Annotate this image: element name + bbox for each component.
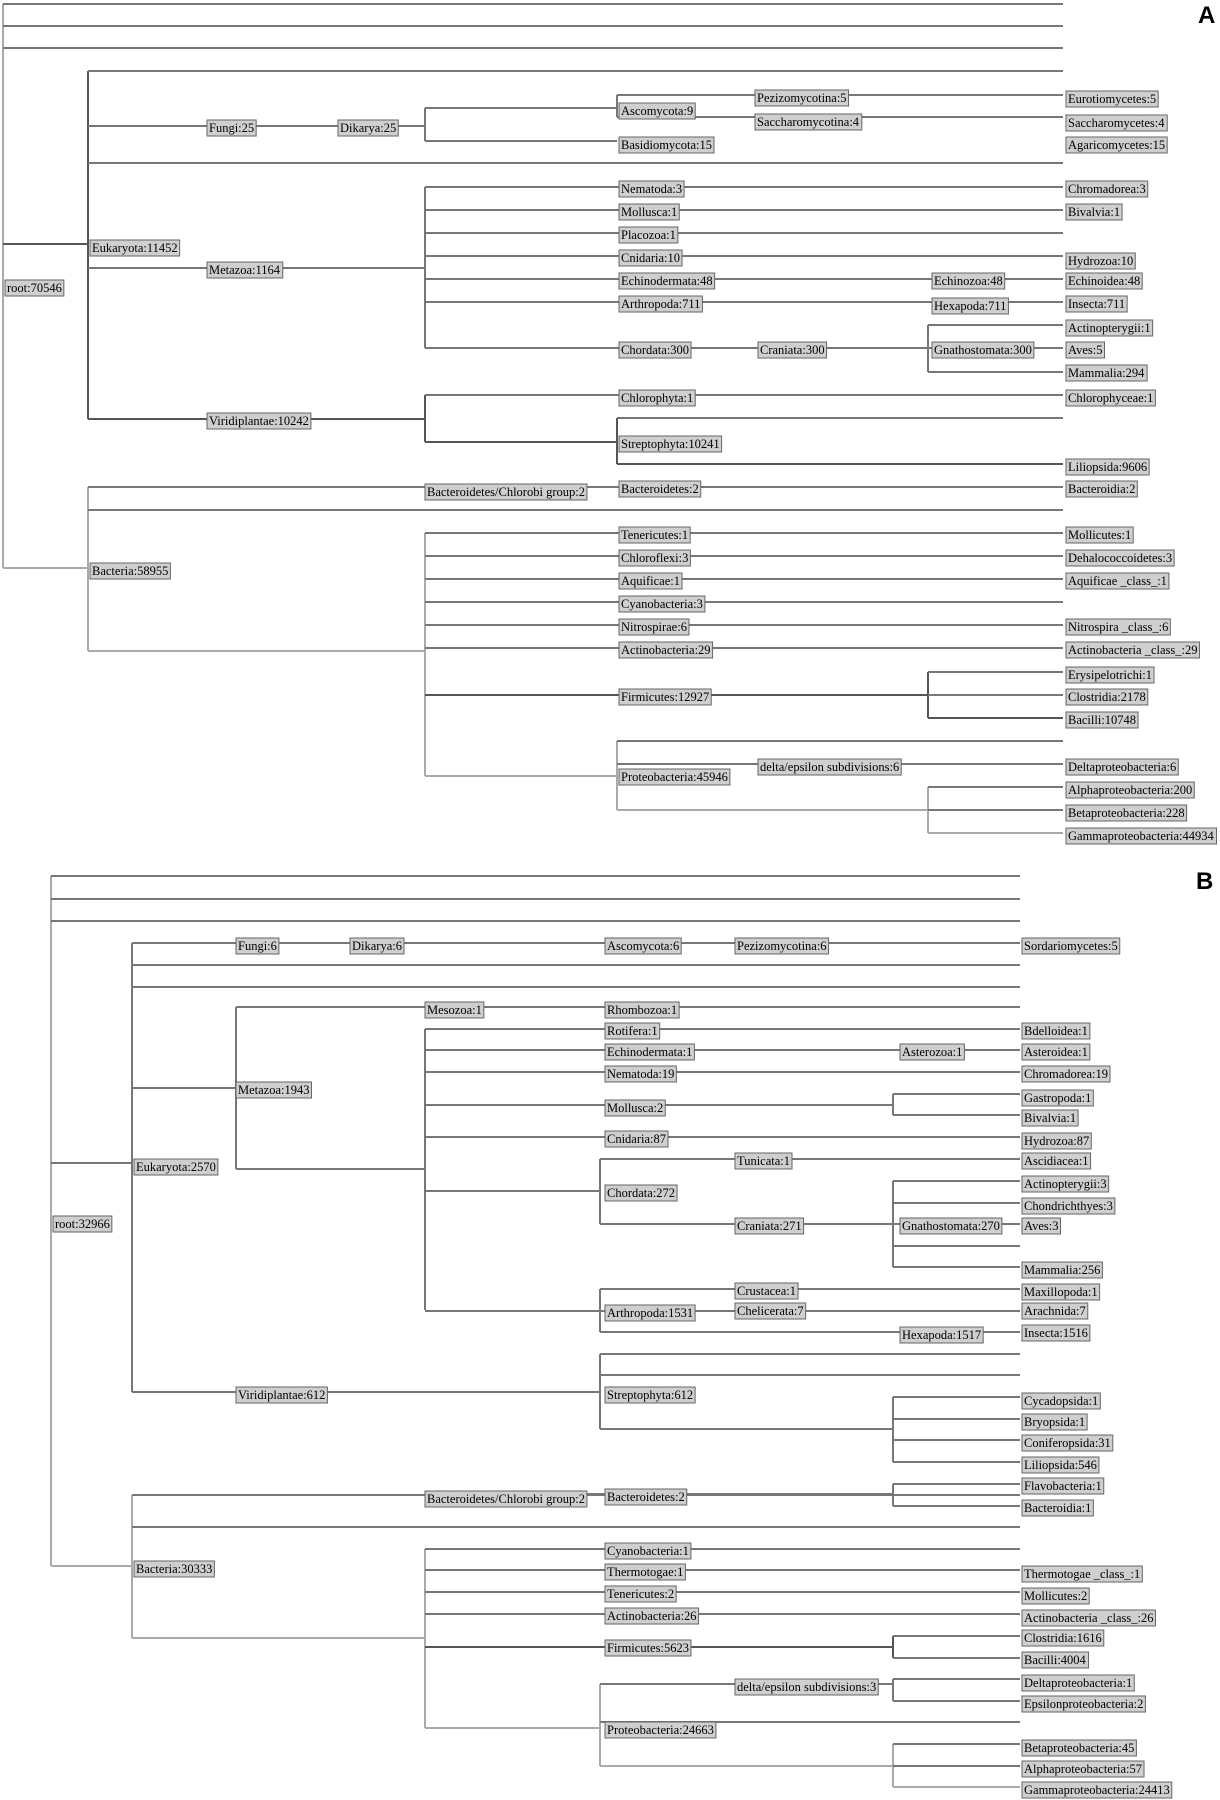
node-label: Eukaryota:11452	[92, 241, 178, 255]
node-actinobacteria[interactable]	[619, 642, 713, 658]
node-arthropoda[interactable]	[619, 296, 702, 312]
node-label: Actinobacteria:29	[621, 643, 711, 657]
node-label: Aves:5	[1068, 343, 1103, 357]
node-label: Eurotiomycetes:5	[1068, 92, 1157, 106]
node-cnidaria[interactable]	[619, 250, 682, 266]
node-label: Craniata:271	[737, 1219, 802, 1233]
node-label: Gammaproteobacteria:24413	[1024, 1783, 1170, 1797]
node-hydrozoa[interactable]	[1066, 253, 1135, 269]
node-arachnida[interactable]	[1022, 1303, 1088, 1319]
node-mollusca[interactable]	[619, 204, 679, 220]
node-bivalvia[interactable]	[1022, 1110, 1078, 1126]
node-asteroidea[interactable]	[1022, 1044, 1090, 1060]
node-label: Dikarya:6	[352, 939, 402, 953]
node-aquificaeclass[interactable]	[1066, 573, 1169, 589]
node-label: Mollicutes:1	[1068, 528, 1132, 542]
node-label: Asteroidea:1	[1024, 1045, 1088, 1059]
node-label: Chordata:300	[621, 343, 690, 357]
node-label: Echinodermata:1	[607, 1045, 693, 1059]
node-bdelloidea[interactable]	[1022, 1023, 1090, 1039]
node-insecta[interactable]	[1022, 1325, 1090, 1341]
node-label: Fungi:25	[209, 121, 255, 135]
node-cyanobacteria[interactable]	[619, 596, 705, 612]
node-bcgroup[interactable]	[425, 1491, 587, 1507]
node-pezizomycotina[interactable]	[735, 938, 829, 954]
node-label: Bacteroidetes/Chlorobi group:2	[427, 1492, 585, 1506]
node-streptophyta[interactable]	[619, 436, 722, 452]
node-gnathostomata[interactable]	[900, 1218, 1002, 1234]
node-label: Bacteroidetes:2	[621, 482, 699, 496]
node-coniferopsida[interactable]	[1022, 1435, 1113, 1451]
node-deltaepsilon[interactable]	[735, 1679, 878, 1695]
node-chlorophyceae[interactable]	[1066, 390, 1155, 406]
node-nematoda[interactable]	[605, 1066, 676, 1082]
node-bacilli[interactable]	[1022, 1652, 1089, 1668]
node-ascomycota[interactable]	[605, 938, 681, 954]
node-firmicutes[interactable]	[619, 689, 711, 705]
node-label: Insecta:1516	[1024, 1326, 1088, 1340]
node-label: Pezizomycotina:6	[737, 939, 827, 953]
node-label: Hexapoda:1517	[902, 1328, 982, 1342]
node-echinodermata[interactable]	[619, 273, 715, 289]
node-label: Gastropoda:1	[1024, 1091, 1092, 1105]
node-label: Actinopterygii:3	[1024, 1177, 1107, 1191]
node-label: Cyanobacteria:3	[621, 597, 703, 611]
node-actinobacteria[interactable]	[605, 1608, 699, 1624]
node-label: Tunicata:1	[737, 1154, 791, 1168]
node-proteobacteria[interactable]	[619, 769, 730, 785]
node-placozoa[interactable]	[619, 227, 678, 243]
node-bacteria[interactable]	[134, 1561, 214, 1577]
node-bacteroidetes[interactable]	[619, 481, 701, 497]
node-label: Maxillopoda:1	[1024, 1285, 1098, 1299]
node-craniata[interactable]	[758, 342, 827, 358]
node-label: Deltaproteobacteria:1	[1024, 1676, 1133, 1690]
node-tenericutes[interactable]	[605, 1586, 676, 1602]
node-mollicutes[interactable]	[1066, 527, 1133, 543]
node-label: Chelicerata:7	[737, 1304, 804, 1318]
node-echinodermata[interactable]	[605, 1044, 694, 1060]
node-label: Ascomycota:6	[607, 939, 680, 953]
node-bryopsida[interactable]	[1022, 1414, 1087, 1430]
node-hexapoda[interactable]	[932, 298, 1008, 314]
node-label: Clostridia:1616	[1024, 1631, 1102, 1645]
node-mesozoa[interactable]	[425, 1002, 484, 1018]
node-label: Sordariomycetes:5	[1024, 939, 1118, 953]
node-nematoda[interactable]	[619, 181, 684, 197]
node-label: Nematoda:3	[621, 182, 683, 196]
node-echinoidea[interactable]	[1066, 273, 1142, 289]
node-chromadorea[interactable]	[1066, 181, 1148, 197]
node-label: Echinodermata:48	[621, 274, 713, 288]
node-gastropoda[interactable]	[1022, 1090, 1093, 1106]
node-mammalia[interactable]	[1022, 1262, 1102, 1278]
node-label: Pezizomycotina:5	[757, 91, 847, 105]
node-flavobacteria[interactable]	[1022, 1478, 1104, 1494]
node-label: Bacteroidia:1	[1024, 1501, 1092, 1515]
node-label: Nitrospirae:6	[621, 620, 687, 634]
node-label: Gnathostomata:300	[934, 343, 1032, 357]
node-cnidaria[interactable]	[605, 1131, 668, 1147]
node-tenericutes[interactable]	[619, 527, 690, 543]
node-gammaproteobacteria[interactable]	[1022, 1782, 1172, 1798]
node-label: Placozoa:1	[621, 228, 676, 242]
node-mollicutes[interactable]	[1022, 1588, 1089, 1604]
node-label: Viridiplantae:10242	[209, 414, 309, 428]
node-label: Liliopsida:546	[1024, 1458, 1097, 1472]
node-actinopterygii[interactable]	[1066, 320, 1153, 336]
node-ascomycota[interactable]	[619, 103, 695, 119]
node-chondrichthyes[interactable]	[1022, 1198, 1115, 1214]
node-label: Metazoa:1164	[209, 263, 281, 277]
node-label: Crustacea:1	[737, 1284, 797, 1298]
node-label: Nitrospira _class_:6	[1068, 620, 1169, 634]
node-saccharomycetes[interactable]	[1066, 115, 1167, 131]
node-sordariomycetes[interactable]	[1022, 938, 1120, 954]
node-label: Insecta:711	[1068, 297, 1126, 311]
node-arthropoda[interactable]	[605, 1305, 695, 1321]
node-label: Firmicutes:12927	[621, 690, 710, 704]
node-label: Saccharomycetes:4	[1068, 116, 1165, 130]
node-clostridia[interactable]	[1022, 1630, 1104, 1646]
node-cyanobacteria[interactable]	[605, 1543, 691, 1559]
node-rhombozoa[interactable]	[605, 1002, 679, 1018]
node-label: Arthropoda:711	[621, 297, 701, 311]
node-aves[interactable]	[1066, 342, 1105, 358]
node-actinobacteriaclass[interactable]	[1066, 642, 1199, 658]
node-label: Mollusca:2	[607, 1101, 664, 1115]
node-label: Erysipelotrichi:1	[1068, 668, 1153, 682]
node-bacteroidia[interactable]	[1022, 1500, 1093, 1516]
node-label: Hexapoda:711	[934, 299, 1007, 313]
node-label: Viridiplantae:612	[238, 1388, 326, 1402]
node-label: Proteobacteria:24663	[607, 1723, 714, 1737]
node-label: Cyanobacteria:1	[607, 1544, 689, 1558]
node-label: Chondrichthyes:3	[1024, 1199, 1113, 1213]
node-saccharomycotina[interactable]	[755, 114, 862, 130]
node-liliopsida[interactable]	[1022, 1457, 1099, 1473]
node-label: Ascidiacea:1	[1024, 1154, 1089, 1168]
node-bivalvia[interactable]	[1066, 204, 1122, 220]
node-label: Clostridia:2178	[1068, 690, 1146, 704]
node-label: Firmicutes:5623	[607, 1641, 689, 1655]
node-label: Echinoidea:48	[1068, 274, 1141, 288]
node-label: Bdelloidea:1	[1024, 1024, 1088, 1038]
node-insecta[interactable]	[1066, 296, 1127, 312]
node-dikarya[interactable]	[350, 938, 404, 954]
node-label: Proteobacteria:45946	[621, 770, 728, 784]
node-label: Actinopterygii:1	[1068, 321, 1151, 335]
node-eukaryota[interactable]	[90, 240, 180, 256]
node-alphaproteobacteria[interactable]	[1066, 782, 1194, 798]
node-label: Mammalia:294	[1068, 366, 1145, 380]
node-bcgroup[interactable]	[425, 484, 587, 500]
node-betaproteobacteria[interactable]	[1066, 805, 1187, 821]
node-label: Tenericutes:2	[607, 1587, 675, 1601]
node-craniata[interactable]	[735, 1218, 804, 1234]
node-gammaproteobacteria[interactable]	[1066, 828, 1217, 844]
node-root[interactable]	[5, 280, 64, 296]
node-label: Tenericutes:1	[621, 528, 689, 542]
node-label: Streptophyta:10241	[621, 437, 720, 451]
node-label: Streptophyta:612	[607, 1388, 694, 1402]
node-maxillopoda[interactable]	[1022, 1284, 1100, 1300]
node-label: Cnidaria:10	[621, 251, 681, 265]
node-label: Chlorophyta:1	[621, 391, 694, 405]
node-label: Metazoa:1943	[238, 1083, 310, 1097]
node-label: Hydrozoa:10	[1068, 254, 1134, 268]
node-nitrospiraclass[interactable]	[1066, 619, 1170, 635]
node-label: Echinozoa:48	[934, 274, 1003, 288]
node-label: Basidiomycota:15	[621, 138, 712, 152]
node-thermotogae[interactable]	[605, 1564, 685, 1580]
node-fungi[interactable]	[207, 120, 256, 136]
node-viridiplantae[interactable]	[207, 413, 311, 429]
node-label: root:70546	[7, 281, 62, 295]
node-label: Epsilonproteobacteria:2	[1024, 1697, 1144, 1711]
node-label: Dehalococcoidetes:3	[1068, 551, 1173, 565]
node-label: Rotifera:1	[607, 1024, 658, 1038]
node-deltaepsilon[interactable]	[758, 759, 901, 775]
node-label: Nematoda:19	[607, 1067, 675, 1081]
node-label: Bacteria:58955	[92, 564, 169, 578]
node-label: Fungi:6	[238, 939, 277, 953]
tree-edges	[3, 4, 1063, 1787]
node-label: Bryopsida:1	[1024, 1415, 1086, 1429]
node-pezizomycotina[interactable]	[755, 90, 849, 106]
node-hexapoda[interactable]	[900, 1327, 983, 1343]
node-crustacea[interactable]	[735, 1283, 798, 1299]
node-aves[interactable]	[1022, 1218, 1061, 1234]
node-eukaryota[interactable]	[134, 1159, 218, 1175]
node-chordata[interactable]	[619, 342, 691, 358]
node-label: Actinobacteria _class_:26	[1024, 1611, 1154, 1625]
node-label: Bacteria:30333	[136, 1562, 213, 1576]
node-clostridia[interactable]	[1066, 689, 1148, 705]
node-label: Actinobacteria:26	[607, 1609, 697, 1623]
node-agaricomycetes[interactable]	[1066, 137, 1167, 153]
node-erysipelotrichi[interactable]	[1066, 667, 1154, 683]
node-tunicata[interactable]	[735, 1153, 792, 1169]
node-fungi[interactable]	[236, 938, 279, 954]
node-label: delta/epsilon subdivisions:3	[737, 1680, 877, 1694]
node-label: Thermotogae _class_:1	[1024, 1567, 1141, 1581]
node-ascidiacea[interactable]	[1022, 1153, 1091, 1169]
node-label: Arthropoda:1531	[607, 1306, 694, 1320]
node-label: Aquificae:1	[621, 574, 681, 588]
node-dikarya[interactable]	[338, 120, 398, 136]
node-label: Aquificae _class_:1	[1068, 574, 1167, 588]
node-label: Coniferopsida:31	[1024, 1436, 1111, 1450]
node-dehalococcoidetes[interactable]	[1066, 550, 1174, 566]
node-label: Chromadorea:19	[1024, 1067, 1109, 1081]
node-betaproteobacteria[interactable]	[1022, 1740, 1136, 1756]
node-label: Mollicutes:2	[1024, 1589, 1088, 1603]
node-label: Deltaproteobacteria:6	[1068, 760, 1177, 774]
node-chelicerata[interactable]	[735, 1303, 806, 1319]
node-label: Bivalvia:1	[1068, 205, 1121, 219]
node-metazoa[interactable]	[207, 262, 283, 278]
node-bacteroidetes[interactable]	[605, 1489, 687, 1505]
node-streptophyta[interactable]	[605, 1387, 695, 1403]
node-label: Bivalvia:1	[1024, 1111, 1077, 1125]
node-liliopsida[interactable]	[1066, 459, 1149, 475]
node-label: Bacteroidia:2	[1068, 482, 1136, 496]
node-mammalia[interactable]	[1066, 365, 1147, 381]
node-label: Eukaryota:2570	[136, 1160, 216, 1174]
node-gnathostomata[interactable]	[932, 342, 1034, 358]
node-nitrospirae[interactable]	[619, 619, 689, 635]
node-label: Dikarya:25	[340, 121, 397, 135]
node-label: Bacteroidetes/Chlorobi group:2	[427, 485, 585, 499]
node-deltaproteobacteria[interactable]	[1066, 759, 1178, 775]
node-label: Chlorophyceae:1	[1068, 391, 1154, 405]
node-chloroflexi[interactable]	[619, 550, 690, 566]
node-label: Chordata:272	[607, 1186, 676, 1200]
node-label: Arachnida:7	[1024, 1304, 1086, 1318]
node-proteobacteria[interactable]	[605, 1722, 716, 1738]
node-label: Bacilli:10748	[1068, 713, 1137, 727]
node-label: Gammaproteobacteria:44934	[1068, 829, 1214, 843]
node-chordata[interactable]	[605, 1185, 677, 1201]
node-bacteroidia[interactable]	[1066, 481, 1137, 497]
node-label: Liliopsida:9606	[1068, 460, 1148, 474]
node-label: Asterozoa:1	[902, 1045, 963, 1059]
node-firmicutes[interactable]	[605, 1640, 691, 1656]
node-eurotiomycetes[interactable]	[1066, 91, 1158, 107]
node-label: Agaricomycetes:15	[1068, 138, 1166, 152]
node-label: Mammalia:256	[1024, 1263, 1101, 1277]
node-label: Cnidaria:87	[607, 1132, 667, 1146]
node-hydrozoa[interactable]	[1022, 1133, 1091, 1149]
node-label: Alphaproteobacteria:200	[1068, 783, 1193, 797]
node-label: Aves:3	[1024, 1219, 1059, 1233]
node-label: root:32966	[55, 1217, 110, 1231]
node-cycadopsida[interactable]	[1022, 1393, 1100, 1409]
node-label: Saccharomycotina:4	[757, 115, 860, 129]
node-root[interactable]	[53, 1216, 112, 1232]
node-label: Cycadopsida:1	[1024, 1394, 1099, 1408]
node-viridiplantae[interactable]	[236, 1387, 327, 1403]
node-actinobacteriaclass[interactable]	[1022, 1610, 1155, 1626]
node-label: Gnathostomata:270	[902, 1219, 1000, 1233]
node-bacteria[interactable]	[90, 563, 170, 579]
node-chromadorea[interactable]	[1022, 1066, 1110, 1082]
node-rotifera[interactable]	[605, 1023, 660, 1039]
node-alphaproteobacteria[interactable]	[1022, 1761, 1144, 1777]
node-label: delta/epsilon subdivisions:6	[760, 760, 900, 774]
node-basidiomycota[interactable]	[619, 137, 714, 153]
node-mollusca[interactable]	[605, 1100, 665, 1116]
node-label: Hydrozoa:87	[1024, 1134, 1090, 1148]
node-label: Betaproteobacteria:228	[1068, 806, 1185, 820]
node-aquificae[interactable]	[619, 573, 682, 589]
node-label: Mollusca:1	[621, 205, 678, 219]
node-label: Thermotogae:1	[607, 1565, 684, 1579]
node-actinopterygii[interactable]	[1022, 1176, 1109, 1192]
node-label: Flavobacteria:1	[1024, 1479, 1102, 1493]
node-label: Craniata:300	[760, 343, 825, 357]
node-label: Chloroflexi:3	[621, 551, 689, 565]
node-thermotogaeclass[interactable]	[1022, 1566, 1142, 1582]
node-epsilonproteobacteria[interactable]	[1022, 1696, 1145, 1712]
panel-letter-a: A	[1198, 2, 1216, 29]
node-label: Mesozoa:1	[427, 1003, 482, 1017]
node-deltaproteobacteria[interactable]	[1022, 1675, 1134, 1691]
panel-letter-b: B	[1196, 868, 1214, 895]
node-asterozoa[interactable]	[900, 1044, 964, 1060]
node-bacilli[interactable]	[1066, 712, 1138, 728]
node-label: Rhombozoa:1	[607, 1003, 678, 1017]
node-label: Bacilli:4004	[1024, 1653, 1086, 1667]
node-label: Bacteroidetes:2	[607, 1490, 685, 1504]
node-label: Alphaproteobacteria:57	[1024, 1762, 1143, 1776]
node-label: Ascomycota:9	[621, 104, 694, 118]
node-chlorophyta[interactable]	[619, 390, 695, 406]
node-echinozoa[interactable]	[932, 273, 1005, 289]
node-label: Chromadorea:3	[1068, 182, 1146, 196]
node-metazoa[interactable]	[236, 1082, 312, 1098]
node-label: Betaproteobacteria:45	[1024, 1741, 1135, 1755]
node-label: Actinobacteria _class_:29	[1068, 643, 1198, 657]
